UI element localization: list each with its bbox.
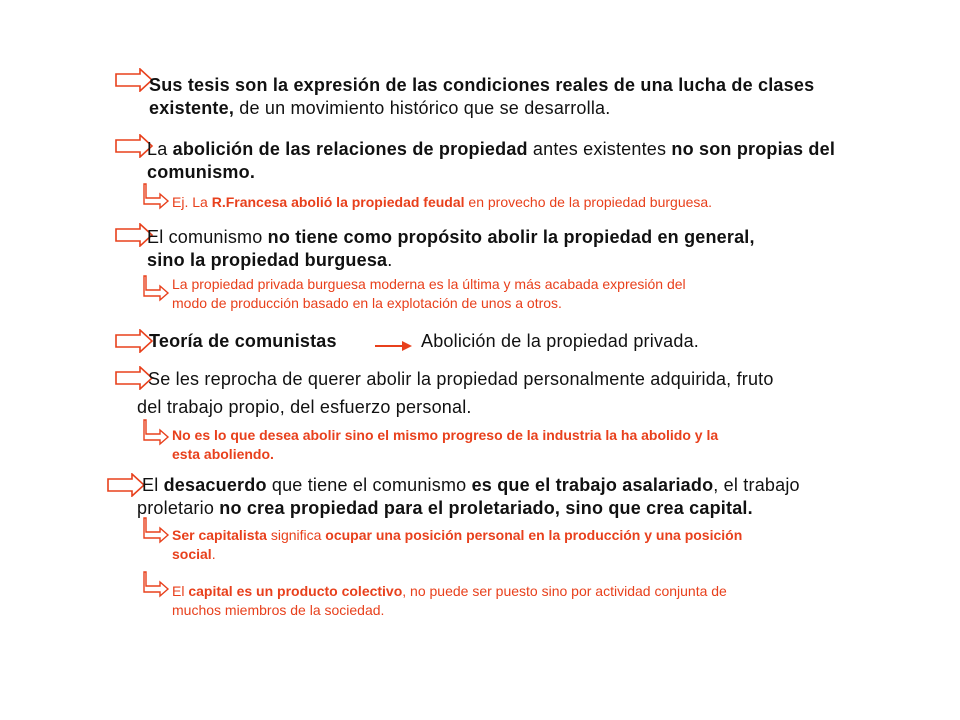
item-3-text: El comunismo no tiene como propósito abolir la propiedad en general, sino la propiedad burguesa. <box>147 227 755 270</box>
item-6-text: El desacuerdo que tiene el comunismo es que el trabajo asalariado, el trabajo <box>142 475 800 495</box>
item-6-sub-2-text: El capital es un producto colectivo, no puede ser puesto sino por actividad conjunta de muchos miembros de la sociedad. <box>172 583 727 618</box>
hook-arrow-icon <box>143 182 171 210</box>
outline-right-arrow-icon <box>114 329 154 353</box>
hook-arrow-icon <box>143 516 171 544</box>
item-2-text: La abolición de las relaciones de propiedad antes existentes no son propias del comunismo. <box>147 139 836 182</box>
item-5-sub-text: No es lo que desea abolir sino el mismo progreso de la industria la ha abolido y la esta aboliendo. <box>172 427 719 462</box>
item-4-result-text: Abolición de la propiedad privada. <box>421 331 699 351</box>
item-5-text: Se les reprocha de querer abolir la propiedad personalmente adquirida, fruto <box>148 369 774 389</box>
small-right-arrow-icon <box>374 338 414 352</box>
item-3-sub-text: La propiedad privada burguesa moderna es la última y más acabada expresión del modo de producción basado en la explotación de unos a otros. <box>172 276 686 311</box>
item-6-sub-1-text: Ser capitalista significa ocupar una posición personal en la producción y una posición social. <box>172 527 743 562</box>
item-1-text: Sus tesis son la expresión de las condiciones reales de una lucha de clases existente, de un movimiento histórico que se desarrolla. <box>149 75 815 118</box>
item-5-text-line-2: del trabajo propio, del esfuerzo personal. <box>137 397 472 417</box>
hook-arrow-icon <box>143 274 171 302</box>
item-2-sub-text: Ej. La R.Francesa abolió la propiedad feudal en provecho de la propiedad burguesa. <box>172 194 713 210</box>
outline-right-arrow-icon <box>114 68 154 92</box>
hook-arrow-icon <box>143 418 171 446</box>
outline-right-arrow-icon <box>106 473 146 497</box>
hook-arrow-icon <box>143 570 171 598</box>
item-4-text: Teoría de comunistas <box>149 331 337 351</box>
item-6-text-line-2: proletario no crea propiedad para el proletariado, sino que crea capital. <box>137 498 753 518</box>
